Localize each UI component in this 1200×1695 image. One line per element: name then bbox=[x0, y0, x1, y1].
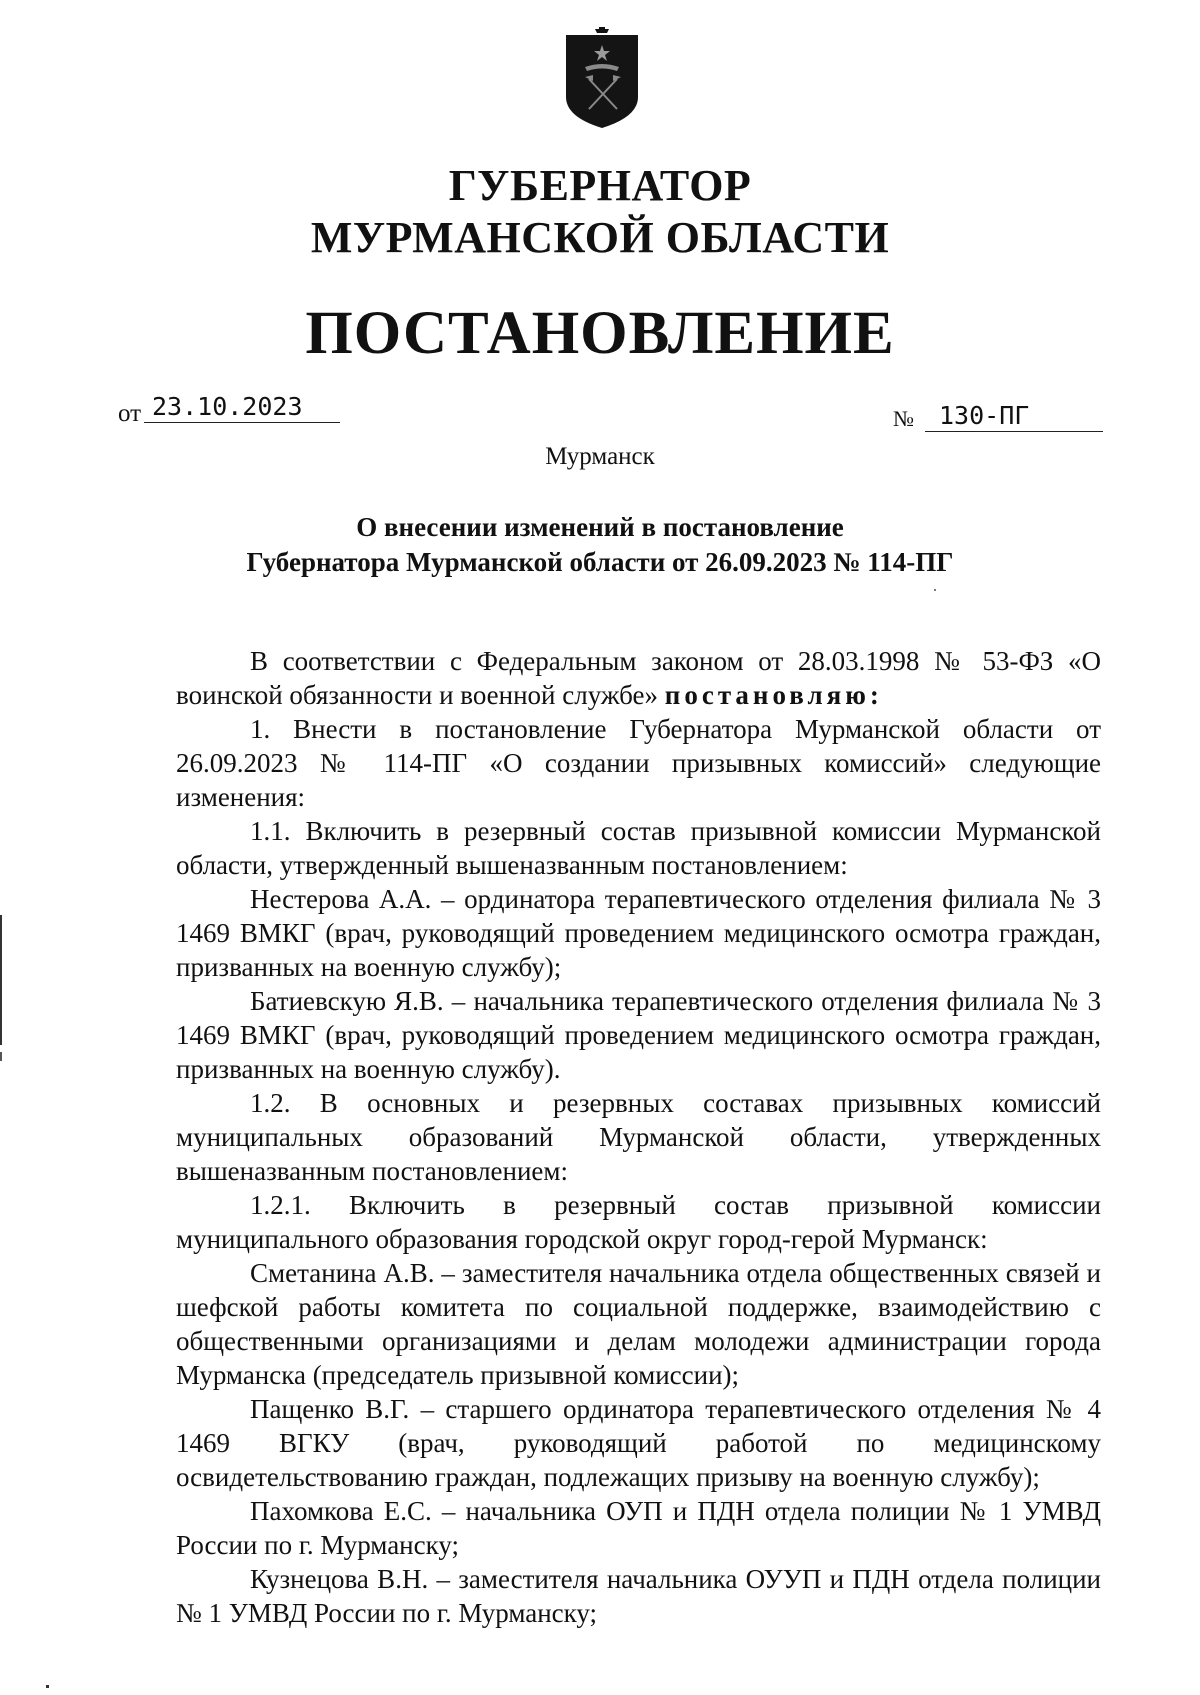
preamble-text: В соответствии с Федеральным законом от 28.03.1998 № 53-ФЗ «О воинской обязанности и военной службе» bbox=[176, 646, 1101, 710]
coat-of-arms-emblem bbox=[563, 27, 641, 129]
paragraph-1-2-1: 1.2.1. Включить в резервный состав призывной комиссии муниципального образования городской округ город-герой Мурманск: bbox=[176, 1190, 1101, 1254]
member-pashchenko: Пащенко В.Г. – старшего ординатора терапевтического отделения № 4 1469 ВГКУ (врач, руководящий работой по медицинскому освидетельствованию граждан, подлежащих призыву на военную службу); bbox=[176, 1394, 1101, 1492]
member-batievskaya: Батиевскую Я.В. – начальника терапевтического отделения филиала № 3 1469 ВМКГ (врач, руководящий проведением медицинского осмотра граждан, призванных на военную службу). bbox=[176, 986, 1101, 1084]
region-title: МУРМАНСКОЙ ОБЛАСТИ bbox=[310, 213, 890, 262]
document-date: 23.10.2023 bbox=[144, 393, 340, 423]
scan-speck bbox=[934, 589, 936, 591]
member-kuznetsov: Кузнецова В.Н. – заместителя начальника ОУУП и ПДН отдела полиции № 1 УМВД России по г. Мурманску; bbox=[176, 1564, 1101, 1628]
scan-margin-mark bbox=[0, 1052, 2, 1061]
decree-word: постановляю: bbox=[664, 680, 883, 710]
paragraph-1-1: 1.1. Включить в резервный состав призывной комиссии Мурманской области, утвержденный вышеназванным постановлением: bbox=[176, 816, 1101, 880]
scan-speck bbox=[46, 1685, 49, 1688]
city-name: Мурманск bbox=[545, 443, 655, 470]
authority-title: ГУБЕРНАТОР bbox=[448, 161, 752, 210]
member-pakhomkova: Пахомкова Е.С. – начальника ОУП и ПДН отдела полиции № 1 УМВД России по г. Мурманску; bbox=[176, 1496, 1101, 1560]
document-body bbox=[176, 644, 1101, 1630]
authority-heading bbox=[0, 160, 1200, 264]
member-nesterov: Нестерова А.А. – ординатора терапевтического отделения филиала № 3 1469 ВМКГ (врач, руководящий проведением медицинского осмотра граждан, призванных на военную службу); bbox=[176, 884, 1101, 982]
date-label: от bbox=[118, 400, 142, 427]
document-number: 130-ПГ bbox=[925, 402, 1103, 432]
subject-line-2: Губернатора Мурманской области от 26.09.2023 № 114-ПГ bbox=[246, 547, 954, 577]
document-subject bbox=[200, 510, 1000, 580]
scan-margin-mark bbox=[0, 915, 2, 1045]
preamble-paragraph bbox=[176, 644, 1101, 712]
paragraph-1: 1. Внести в постановление Губернатора Мурманской области от 26.09.2023 № 114-ПГ «О создании призывных комиссий» следующие изменения: bbox=[176, 714, 1101, 812]
member-smetanin: Сметанина А.В. – заместителя начальника отдела общественных связей и шефской работы комитета по социальной поддержке, взаимодействию с общественными организациями и делам молодежи администрации города Мурманска (председатель призывной комиссии); bbox=[176, 1258, 1101, 1390]
document-type-title: ПОСТАНОВЛЕНИЕ bbox=[305, 300, 895, 367]
subject-line-1: О внесении изменений в постановление bbox=[356, 512, 844, 542]
number-label: № bbox=[893, 406, 914, 431]
paragraph-1-2: 1.2. В основных и резервных составах призывных комиссий муниципальных образований Мурманской области, утвержденных вышеназванным постановлением: bbox=[176, 1088, 1101, 1186]
